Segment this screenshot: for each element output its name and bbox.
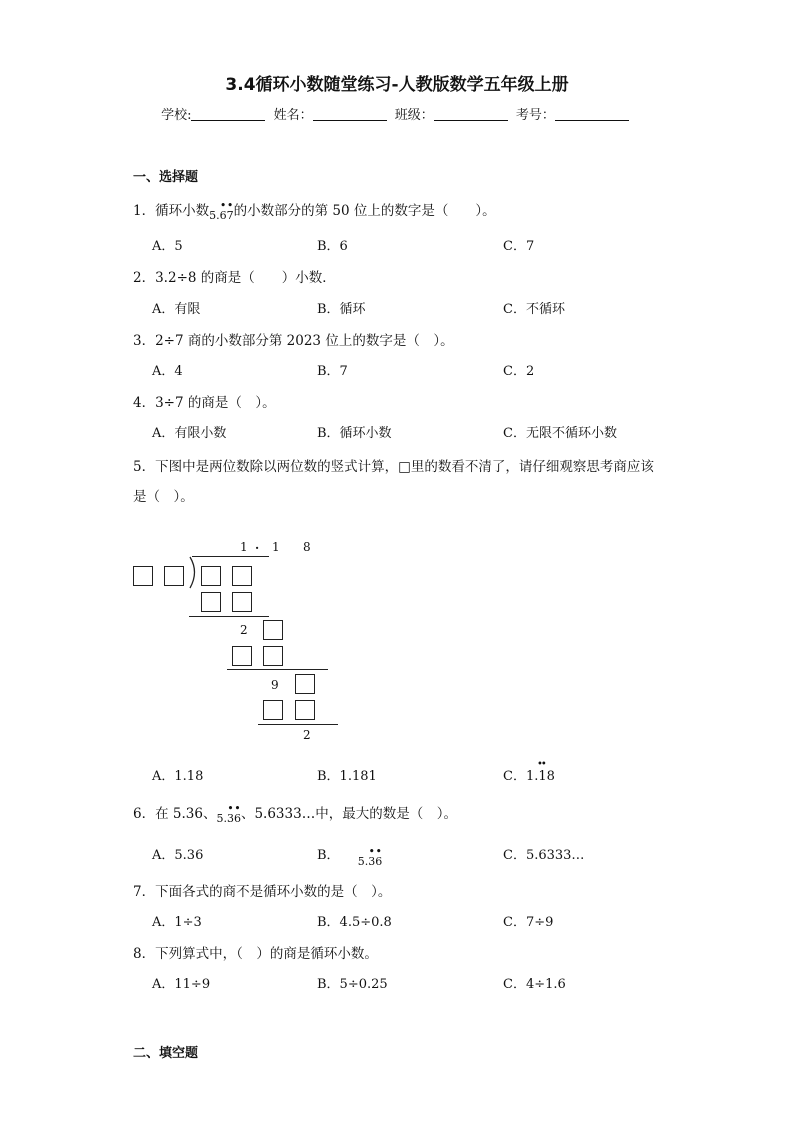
q4-option-b[interactable]: B．循环小数 xyxy=(317,426,392,441)
question-text: 下列算式中，（ ）的商是循环小数。 xyxy=(155,946,378,962)
class-label: 班级： xyxy=(394,108,434,123)
question-text: 下图中是两位数除以两位数的竖式计算，□里的数看不清了，请仔细观察思考商应该 xyxy=(155,459,654,475)
q3-option-c[interactable]: C．2 xyxy=(503,364,535,379)
option-text: B． xyxy=(317,848,340,863)
repeat-dots-icon: •• xyxy=(537,759,545,770)
final-remainder-digit: 2 xyxy=(303,728,311,742)
repeat-dot-icon: • xyxy=(234,802,241,815)
q3-option-a[interactable]: A．4 xyxy=(152,364,183,379)
q8-option-a[interactable]: A．11÷9 xyxy=(152,977,211,992)
question-text: 循环小数 xyxy=(155,203,210,219)
q7-option-b[interactable]: B．4.5÷0.8 xyxy=(317,915,392,930)
remainder-digit: 9 xyxy=(271,678,279,692)
question-2 xyxy=(133,266,336,286)
product-digit-box xyxy=(263,700,283,720)
repeat-dot-icon: • xyxy=(368,845,375,858)
question-number: 3． xyxy=(133,333,156,349)
question-number: 4． xyxy=(133,395,156,411)
repeating-digit: • 6 xyxy=(219,199,227,222)
q6-option-a[interactable]: A．5.36 xyxy=(152,848,204,863)
remainder-digit: 2 xyxy=(240,623,248,637)
question-text: 2÷7 商的小数部分第 2023 位上的数字是（ ）。 xyxy=(155,333,454,349)
quotient-point: . xyxy=(255,538,260,552)
question-number: 7． xyxy=(133,884,156,900)
division-bar xyxy=(192,556,269,557)
q3-option-b[interactable]: B．7 xyxy=(317,364,348,379)
remainder-digit-box xyxy=(263,620,283,640)
q5-option-b[interactable]: B．1.181 xyxy=(317,769,377,784)
repeating-digit: • 7 xyxy=(226,199,234,222)
subtraction-line xyxy=(227,669,328,670)
quotient-digit: 1 xyxy=(240,540,248,554)
product-digit-box xyxy=(295,700,315,720)
q5-option-a[interactable]: A．1.18 xyxy=(152,769,204,784)
question-number: 6． xyxy=(133,806,156,822)
q2-option-a[interactable]: A．有限 xyxy=(152,302,201,317)
repeat-dot-icon: • xyxy=(375,845,382,858)
section-two-heading: 二、填空题 xyxy=(133,1046,199,1061)
school-label: 学校: xyxy=(161,108,192,123)
repeating-digit: • 6 xyxy=(375,845,383,868)
question-text: 3.2÷8 的商是（ ）小数． xyxy=(155,270,336,286)
repeat-dot-icon: • xyxy=(219,199,227,212)
q5-option-c[interactable] xyxy=(503,759,555,784)
question-number: 2． xyxy=(133,270,156,286)
q6-option-c[interactable]: C．5.6333… xyxy=(503,848,585,863)
question-7 xyxy=(133,880,391,900)
divisor-digit-box xyxy=(133,566,153,586)
product-digit-box xyxy=(263,646,283,666)
name-label: 姓名： xyxy=(273,108,313,123)
q7-option-a[interactable]: A．1÷3 xyxy=(152,915,202,930)
question-number: 1． xyxy=(133,203,156,219)
number-blank[interactable] xyxy=(555,108,629,121)
question-number: 8． xyxy=(133,946,156,962)
student-info-line xyxy=(0,104,794,123)
q6-option-b[interactable] xyxy=(317,844,382,868)
repeat-dot-icon: • xyxy=(226,199,234,212)
q2-option-c[interactable]: C．不循环 xyxy=(503,302,565,317)
product-digit-box xyxy=(201,592,221,612)
q4-option-a[interactable]: A．有限小数 xyxy=(152,426,227,441)
question-6 xyxy=(133,802,457,825)
repeating-digit: • 3 xyxy=(368,845,376,868)
number-label: 考号： xyxy=(515,108,555,123)
question-8 xyxy=(133,942,378,962)
school-blank[interactable] xyxy=(191,108,265,121)
option-text: C．1.18 xyxy=(503,769,555,784)
question-text: 在 5.36、 xyxy=(155,806,217,822)
repeating-decimal: 5. • 6 • 7 xyxy=(209,199,234,222)
question-text: 的小数部分的第 50 位上的数字是（ ）。 xyxy=(233,203,496,219)
name-blank[interactable] xyxy=(313,108,387,121)
q1-option-c[interactable]: C．7 xyxy=(503,239,535,254)
page-title: 3.4循环小数随堂练习-人教版数学五年级上册 xyxy=(225,75,569,95)
section-one-heading: 一、选择题 xyxy=(133,170,199,185)
question-text: 、5.6333…中，最大的数是（ ）。 xyxy=(240,806,457,822)
question-4 xyxy=(133,391,276,411)
class-blank[interactable] xyxy=(434,108,508,121)
q4-option-c[interactable]: C．无限不循环小数 xyxy=(503,426,617,441)
quotient-digit: 8 xyxy=(303,540,311,554)
divisor-digit-box xyxy=(164,566,184,586)
repeating-decimal: 5. • 3 • 6 xyxy=(216,802,241,825)
division-bracket-icon xyxy=(186,556,202,590)
q8-option-b[interactable]: B．5÷0.25 xyxy=(317,977,388,992)
q2-option-b[interactable]: B．循环 xyxy=(317,302,366,317)
q7-option-c[interactable]: C．7÷9 xyxy=(503,915,554,930)
question-3 xyxy=(133,329,454,349)
quotient-digit: 1 xyxy=(272,540,280,554)
q8-option-c[interactable]: C．4÷1.6 xyxy=(503,977,566,992)
question-text: 下面各式的商不是循环小数的是（ ）。 xyxy=(155,884,392,900)
q1-option-a[interactable]: A．5 xyxy=(152,239,183,254)
product-digit-box xyxy=(232,646,252,666)
product-digit-box xyxy=(232,592,252,612)
dividend-digit-box xyxy=(232,566,252,586)
question-text: 3÷7 的商是（ ）。 xyxy=(155,395,276,411)
repeating-digit: • 3 xyxy=(226,802,234,825)
repeating-digit: • 6 xyxy=(233,802,241,825)
question-5 xyxy=(133,455,654,475)
subtraction-line xyxy=(189,616,269,617)
repeating-decimal: 5. • 3 • 6 xyxy=(357,845,383,868)
repeat-dot-icon: • xyxy=(227,802,234,815)
question-5-line-2: 是（ ）。 xyxy=(133,489,194,505)
q1-option-b[interactable]: B．6 xyxy=(317,239,348,254)
question-1 xyxy=(133,199,496,222)
subtraction-line xyxy=(258,724,338,725)
question-number: 5． xyxy=(133,459,156,475)
dividend-digit-box xyxy=(201,566,221,586)
remainder-digit-box xyxy=(295,674,315,694)
